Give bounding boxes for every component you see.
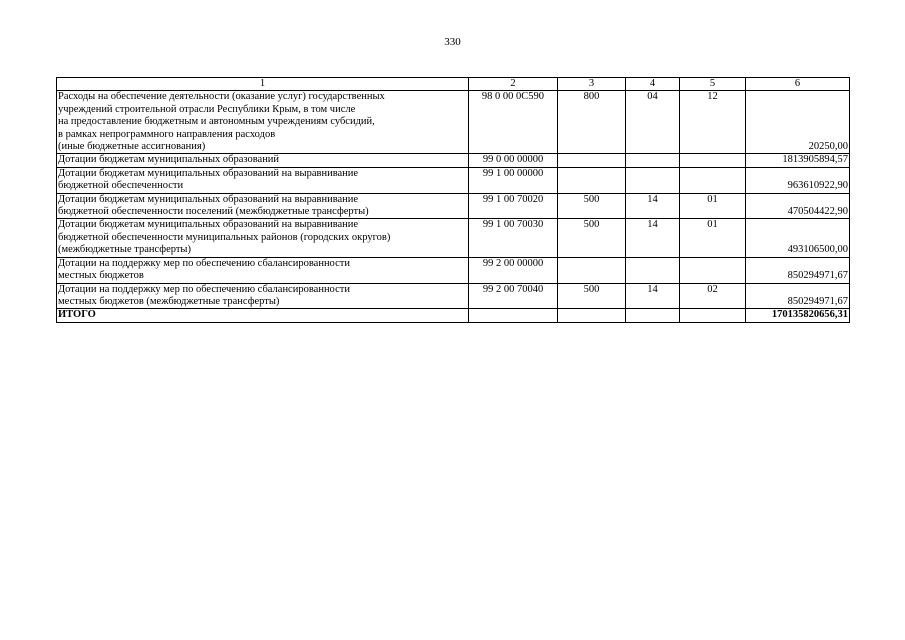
row-rz-cell: [626, 154, 680, 167]
row-name-line: бюджетной обеспеченности поселений (межбюджетные трансферты): [58, 206, 369, 218]
row-name-cell: [57, 219, 469, 257]
row-vr-cell: 500: [558, 219, 626, 257]
row-vr-cell: 500: [558, 193, 626, 219]
row-pr-cell: 02: [680, 283, 746, 309]
row-rz-cell: 14: [626, 193, 680, 219]
column-header-5: 5: [680, 78, 746, 91]
total-empty-cell: [626, 309, 680, 322]
row-name-line: бюджетной обеспеченности муниципальных районов (городских округов): [58, 231, 391, 243]
table-row: [57, 257, 850, 283]
row-code-cell: 99 2 00 70040: [469, 283, 558, 309]
table-body: [57, 78, 850, 323]
row-name-line: в рамках непрограммного направления расходов: [58, 128, 276, 140]
row-name-line: Дотации на поддержку мер по обеспечению сбалансированности: [58, 283, 350, 295]
row-pr-cell: 12: [680, 91, 746, 154]
row-code-cell: 99 1 00 00000: [469, 167, 558, 193]
row-amount-cell: 963610922,90: [746, 167, 850, 193]
column-header-3: 3: [558, 78, 626, 91]
column-header-4: 4: [626, 78, 680, 91]
total-empty-cell: [680, 309, 746, 322]
row-rz-cell: 14: [626, 283, 680, 309]
row-vr-cell: [558, 257, 626, 283]
row-name-line: (иные бюджетные ассигнования): [58, 141, 206, 153]
column-header-2: 2: [469, 78, 558, 91]
table-row: [57, 167, 850, 193]
row-name-line: бюджетной обеспеченности: [58, 180, 184, 192]
total-amount: 170135820656,31: [746, 309, 850, 322]
row-amount-cell: 1813905894,57: [746, 154, 850, 167]
row-name-cell: [57, 154, 469, 167]
total-empty-cell: [469, 309, 558, 322]
row-pr-cell: [680, 167, 746, 193]
row-name-line: Дотации бюджетам муниципальных образований на выравнивание: [58, 193, 359, 205]
row-name-line: Дотации бюджетам муниципальных образований на выравнивание: [58, 219, 359, 231]
table-row: [57, 283, 850, 309]
row-code-cell: 99 1 00 70020: [469, 193, 558, 219]
row-name-cell: [57, 167, 469, 193]
table-row: [57, 219, 850, 257]
row-amount-cell: 20250,00: [746, 91, 850, 154]
row-pr-cell: [680, 257, 746, 283]
row-pr-cell: [680, 154, 746, 167]
row-name-cell: [57, 91, 469, 154]
row-name-line: Дотации бюджетам муниципальных образований на выравнивание: [58, 167, 359, 179]
row-code-cell: 99 2 00 00000: [469, 257, 558, 283]
row-code-cell: 98 0 00 0С590: [469, 91, 558, 154]
row-name-cell: [57, 257, 469, 283]
row-amount-cell: 850294971,67: [746, 283, 850, 309]
row-vr-cell: 800: [558, 91, 626, 154]
row-name-line: Расходы на обеспечение деятельности (оказание услуг) государственных: [58, 91, 385, 103]
row-rz-cell: 04: [626, 91, 680, 154]
row-vr-cell: 500: [558, 283, 626, 309]
row-rz-cell: [626, 167, 680, 193]
row-name-line: местных бюджетов: [58, 270, 144, 282]
row-amount-cell: 493106500,00: [746, 219, 850, 257]
table-row: [57, 193, 850, 219]
row-amount-cell: 850294971,67: [746, 257, 850, 283]
row-pr-cell: 01: [680, 219, 746, 257]
table-row: [57, 91, 850, 154]
row-pr-cell: 01: [680, 193, 746, 219]
row-name-line: Дотации на поддержку мер по обеспечению сбалансированности: [58, 257, 350, 269]
total-row: [57, 309, 850, 322]
column-header-6: 6: [746, 78, 850, 91]
row-name-line: (межбюджетные трансферты): [58, 244, 191, 256]
budget-table: [56, 77, 850, 323]
row-name-line: учреждений строительной отрасли Республики Крым, в том числе: [58, 103, 356, 115]
total-empty-cell: [558, 309, 626, 322]
row-name-line: Дотации бюджетам муниципальных образований: [58, 154, 280, 166]
row-name-line: местных бюджетов (межбюджетные трансферты): [58, 295, 280, 307]
row-code-cell: 99 0 00 00000: [469, 154, 558, 167]
row-rz-cell: 14: [626, 219, 680, 257]
row-name-line: на предоставление бюджетным и автономным учреждениям субсидий,: [58, 116, 375, 128]
table-header-row: [57, 78, 850, 91]
page-number: 330: [444, 36, 461, 48]
total-label: ИТОГО: [57, 309, 469, 322]
table-row: [57, 154, 850, 167]
row-rz-cell: [626, 257, 680, 283]
row-code-cell: 99 1 00 70030: [469, 219, 558, 257]
column-header-1: 1: [57, 78, 469, 91]
row-amount-cell: 470504422,90: [746, 193, 850, 219]
row-vr-cell: [558, 154, 626, 167]
row-name-cell: [57, 193, 469, 219]
row-vr-cell: [558, 167, 626, 193]
row-name-cell: [57, 283, 469, 309]
